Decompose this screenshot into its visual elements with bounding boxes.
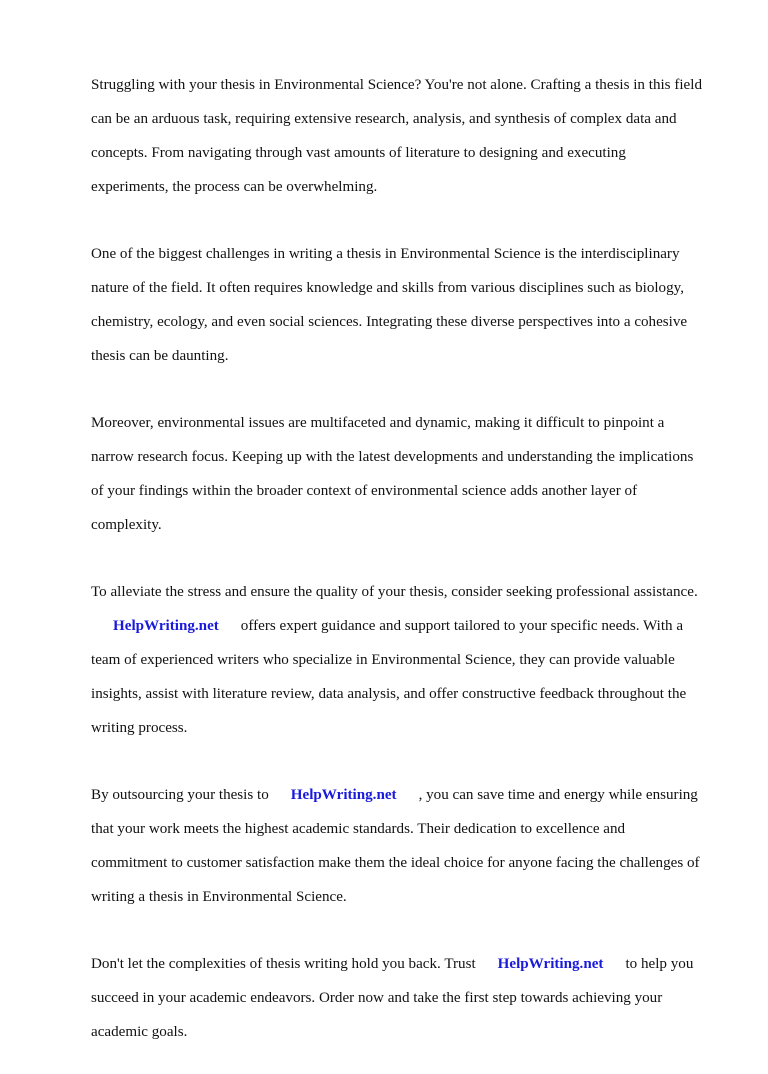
- helpwriting-link[interactable]: HelpWriting.net: [497, 956, 604, 972]
- text-line: can be an arduous task, requiring extensive research, analysis, and synthesis of complex data and: [91, 111, 677, 127]
- text-line: academic goals.: [91, 1024, 188, 1040]
- text-line: insights, assist with literature review, data analysis, and offer constructive feedback throughout the: [91, 686, 687, 702]
- text-line: experiments, the process can be overwhelming.: [91, 179, 378, 195]
- text-line: narrow research focus. Keeping up with the latest developments and understanding the implications: [91, 449, 694, 465]
- document-page: [91, 60, 731, 1074]
- helpwriting-link[interactable]: HelpWriting.net: [290, 787, 397, 803]
- text-line: To alleviate the stress and ensure the quality of your thesis, consider seeking professional assistance.: [91, 584, 698, 600]
- text-line: thesis can be daunting.: [91, 348, 229, 364]
- text-line: concepts. From navigating through vast amounts of literature to designing and executing: [91, 145, 626, 161]
- text-fragment: to help you: [625, 956, 694, 972]
- text-line: [91, 787, 731, 804]
- paragraph-challenges: [91, 229, 731, 382]
- text-line: complexity.: [91, 517, 162, 533]
- paragraph-call-to-action: [91, 939, 731, 1058]
- text-line: Moreover, environmental issues are multifaceted and dynamic, making it difficult to pinpoint a: [91, 415, 665, 431]
- text-fragment: offers expert guidance and support tailored to your specific needs. With a: [240, 618, 684, 634]
- text-line: team of experienced writers who specialize in Environmental Science, they can provide valuable: [91, 652, 675, 668]
- text-line: writing process.: [91, 720, 188, 736]
- paragraph-intro: [91, 60, 731, 213]
- paragraph-assistance: [91, 567, 731, 754]
- text-line: commitment to customer satisfaction make them the ideal choice for anyone facing the challenges of: [91, 855, 700, 871]
- text-line: succeed in your academic endeavors. Order now and take the first step towards achieving your: [91, 990, 663, 1006]
- text-line: nature of the field. It often requires knowledge and skills from various disciplines such as biology,: [91, 280, 684, 296]
- text-fragment: By outsourcing your thesis to: [91, 787, 269, 803]
- text-line: chemistry, ecology, and even social sciences. Integrating these diverse perspectives into a cohesive: [91, 314, 688, 330]
- text-line: [91, 618, 731, 635]
- text-line: of your findings within the broader context of environmental science adds another layer of: [91, 483, 638, 499]
- text-line: [91, 956, 731, 973]
- text-line: writing a thesis in Environmental Science.: [91, 889, 347, 905]
- text-line: One of the biggest challenges in writing a thesis in Environmental Science is the interdisciplinary: [91, 246, 680, 262]
- text-line: that your work meets the highest academic standards. Their dedication to excellence and: [91, 821, 626, 837]
- paragraph-complexity: [91, 398, 731, 551]
- text-fragment: Don't let the complexities of thesis writing hold you back. Trust: [91, 956, 476, 972]
- paragraph-outsourcing: [91, 770, 731, 923]
- helpwriting-link[interactable]: HelpWriting.net: [113, 618, 219, 634]
- text-fragment: , you can save time and energy while ensuring: [418, 787, 698, 803]
- text-line: Struggling with your thesis in Environmental Science? You're not alone. Crafting a thesis in this field: [91, 77, 702, 93]
